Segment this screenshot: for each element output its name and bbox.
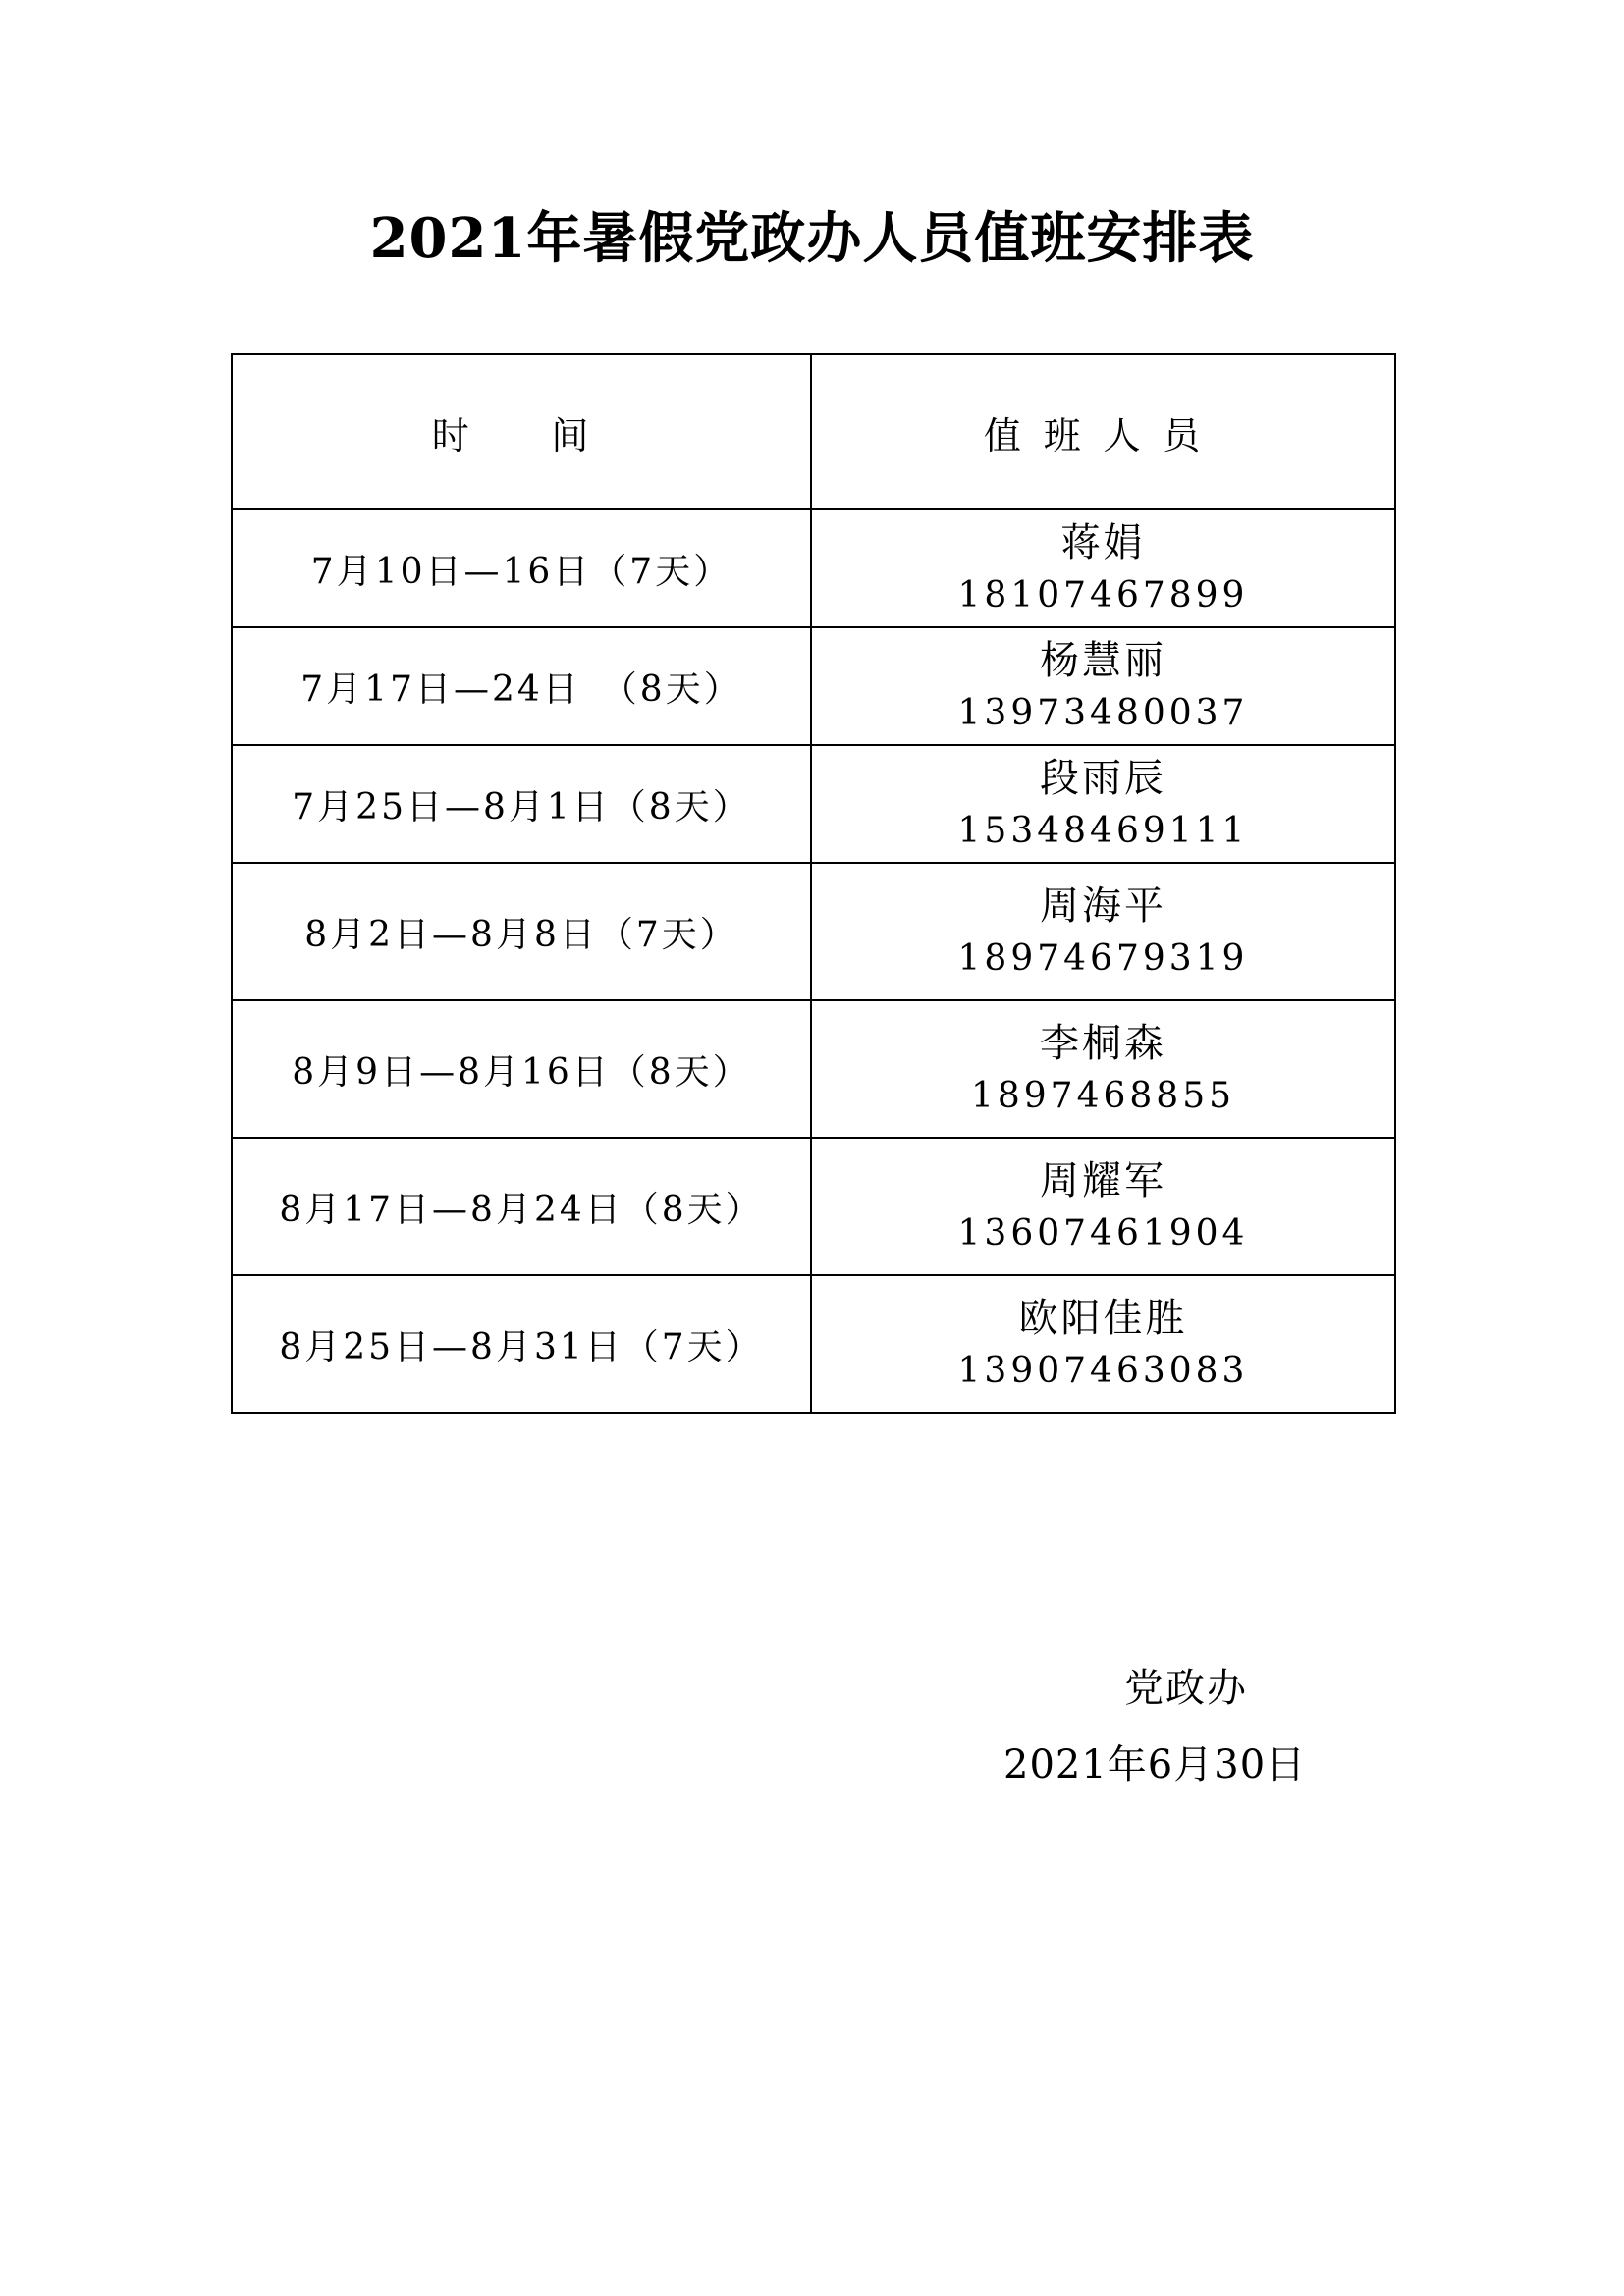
duty-period — [232, 863, 811, 1000]
person-name: 周耀军 — [1040, 1158, 1166, 1203]
person-name: 杨慧丽 — [1040, 638, 1166, 683]
person-phone: 13607461904 — [957, 1213, 1249, 1254]
table-row — [232, 509, 1395, 627]
person-phone: 13973480037 — [957, 693, 1249, 733]
person-name: 李桐森 — [1040, 1021, 1166, 1066]
issue-date: 2021年6月30日 — [1003, 1742, 1307, 1788]
table-header-row — [232, 354, 1395, 509]
table-row — [232, 745, 1395, 863]
table-row — [232, 1000, 1395, 1138]
duty-period — [232, 1000, 811, 1138]
person-phone: 18107467899 — [957, 575, 1249, 615]
duty-person — [811, 1275, 1395, 1413]
duty-period — [232, 745, 811, 863]
duty-period — [232, 1275, 811, 1413]
duty-period — [232, 1138, 811, 1275]
duty-period-text: 8月17日—8月24日（8天） — [279, 1189, 764, 1230]
person-phone: 18974679319 — [957, 938, 1249, 979]
person-phone: 1897468855 — [970, 1076, 1236, 1116]
header-person: 值班人员 — [811, 354, 1395, 509]
duty-period-text: 7月10日—16日（7天） — [310, 551, 732, 592]
table-row — [232, 1275, 1395, 1413]
duty-person — [811, 863, 1395, 1000]
document-title: 2021年暑假党政办人员值班安排表 — [369, 206, 1255, 271]
table-row — [232, 627, 1395, 745]
duty-period-text: 8月9日—8月16日（8天） — [292, 1051, 751, 1093]
table-row — [232, 863, 1395, 1000]
table-row — [232, 1138, 1395, 1275]
person-name: 欧阳佳胜 — [1018, 1296, 1188, 1341]
duty-person — [811, 627, 1395, 745]
duty-person — [811, 1138, 1395, 1275]
person-phone: 13907463083 — [957, 1351, 1249, 1391]
duty-person — [811, 745, 1395, 863]
issuing-department: 党政办 — [1124, 1666, 1248, 1711]
duty-schedule-table — [231, 353, 1396, 1414]
duty-period-text: 8月25日—8月31日（7天） — [279, 1326, 764, 1367]
duty-person — [811, 509, 1395, 627]
person-phone: 15348469111 — [957, 811, 1249, 851]
duty-period-text: 7月17日—24日 （8天） — [300, 668, 742, 710]
duty-period — [232, 509, 811, 627]
duty-person — [811, 1000, 1395, 1138]
header-time: 时 间 — [232, 354, 811, 509]
person-name: 蒋娟 — [1060, 520, 1146, 565]
duty-period — [232, 627, 811, 745]
duty-period-text: 8月2日—8月8日（7天） — [304, 914, 738, 955]
person-name: 段雨辰 — [1040, 756, 1166, 801]
person-name: 周海平 — [1040, 883, 1166, 929]
duty-period-text: 7月25日—8月1日（8天） — [292, 786, 751, 828]
